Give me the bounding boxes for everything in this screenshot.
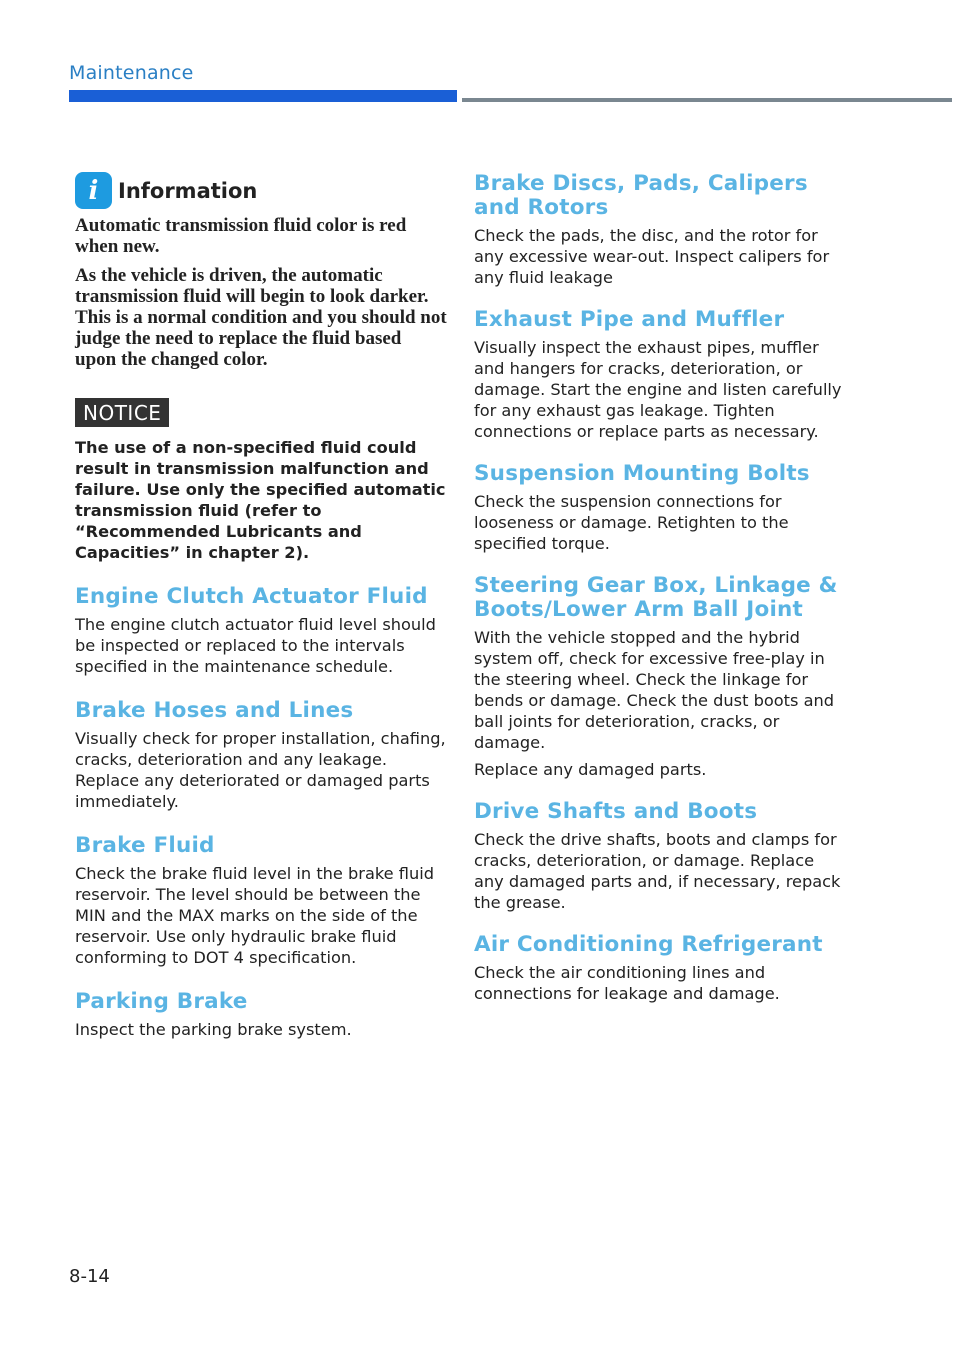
body-brake-hoses-and-lines: Visually check for proper installation, chafing, cracks, deterioration and any leakage. Replace any deteriorated or damaged parts immediately.	[75, 729, 446, 811]
heading-brake-hoses-and-lines: Brake Hoses and Lines	[75, 698, 354, 723]
body-brake-fluid: Check the brake fluid level in the brake fluid reservoir. The level should be between the MIN and the MAX marks on the side of the reservoir. Use only hydraulic brake fluid conforming to DOT 4 specification.	[75, 864, 435, 967]
section-header-title: Maintenance	[69, 62, 194, 84]
info-icon: i	[75, 172, 112, 209]
information-header	[75, 172, 447, 209]
body-brake-discs-pads-calipers-rotors: Check the pads, the disc, and the rotor for any excessive wear-out. Inspect calipers for any fluid leakage	[474, 226, 830, 287]
body-suspension-mounting-bolts: Check the suspension connections for looseness or damage. Retighten to the specified torque.	[474, 492, 789, 553]
header-rule-accent	[69, 90, 457, 102]
notice-badge: NOTICE	[75, 398, 169, 427]
body-parking-brake: Inspect the parking brake system.	[75, 1020, 352, 1039]
information-text-2: As the vehicle is driven, the automatic transmission fluid will begin to look darker. This is a normal condition and you should not judge the need to replace the fluid based upon the changed color.	[75, 265, 447, 370]
notice-text: The use of a non-specified fluid could result in transmission malfunction and failure. Use only the specified automatic transmission fluid (refer to “Recommended Lubricants and Capacities” in chapter 2).	[75, 438, 446, 562]
left-column	[75, 172, 447, 1046]
heading-suspension-mounting-bolts: Suspension Mounting Bolts	[474, 461, 810, 486]
body-exhaust-pipe-and-muffler: Visually inspect the exhaust pipes, muffler and hangers for cracks, deterioration, or damage. Start the engine and listen carefully for any exhaust gas leakage. Tighten connections or replace parts as necessary.	[474, 338, 842, 441]
heading-brake-discs-pads-calipers-rotors: Brake Discs, Pads, Calipers and Rotors	[474, 171, 808, 220]
information-text-1: Automatic transmission fluid color is red when new.	[75, 215, 407, 257]
heading-parking-brake: Parking Brake	[75, 989, 248, 1014]
heading-air-conditioning-refrigerant: Air Conditioning Refrigerant	[474, 932, 823, 957]
heading-engine-clutch-actuator-fluid: Engine Clutch Actuator Fluid	[75, 584, 428, 609]
right-column	[474, 172, 846, 1010]
information-title: Information	[118, 178, 258, 203]
header-rule	[462, 98, 952, 102]
heading-steering-gear-box: Steering Gear Box, Linkage & Boots/Lower Arm Ball Joint	[474, 573, 838, 622]
body-drive-shafts-and-boots: Check the drive shafts, boots and clamps for cracks, deterioration, or damage. Replace any damaged parts and, if necessary, repack the grease.	[474, 830, 841, 912]
heading-drive-shafts-and-boots: Drive Shafts and Boots	[474, 799, 758, 824]
heading-exhaust-pipe-and-muffler: Exhaust Pipe and Muffler	[474, 307, 785, 332]
body-air-conditioning-refrigerant: Check the air conditioning lines and connections for leakage and damage.	[474, 963, 780, 1003]
body-steering-gear-box-2: Replace any damaged parts.	[474, 760, 707, 779]
page-number: 8-14	[69, 1266, 110, 1287]
heading-brake-fluid: Brake Fluid	[75, 833, 215, 858]
body-steering-gear-box: With the vehicle stopped and the hybrid system off, check for excessive free-play in the steering wheel. Check the linkage for bends or damage. Check the dust boots and ball joints for deterioration, cracks, or damage.	[474, 628, 835, 752]
body-engine-clutch-actuator-fluid: The engine clutch actuator fluid level should be inspected or replaced to the intervals specified in the maintenance schedule.	[75, 615, 436, 676]
